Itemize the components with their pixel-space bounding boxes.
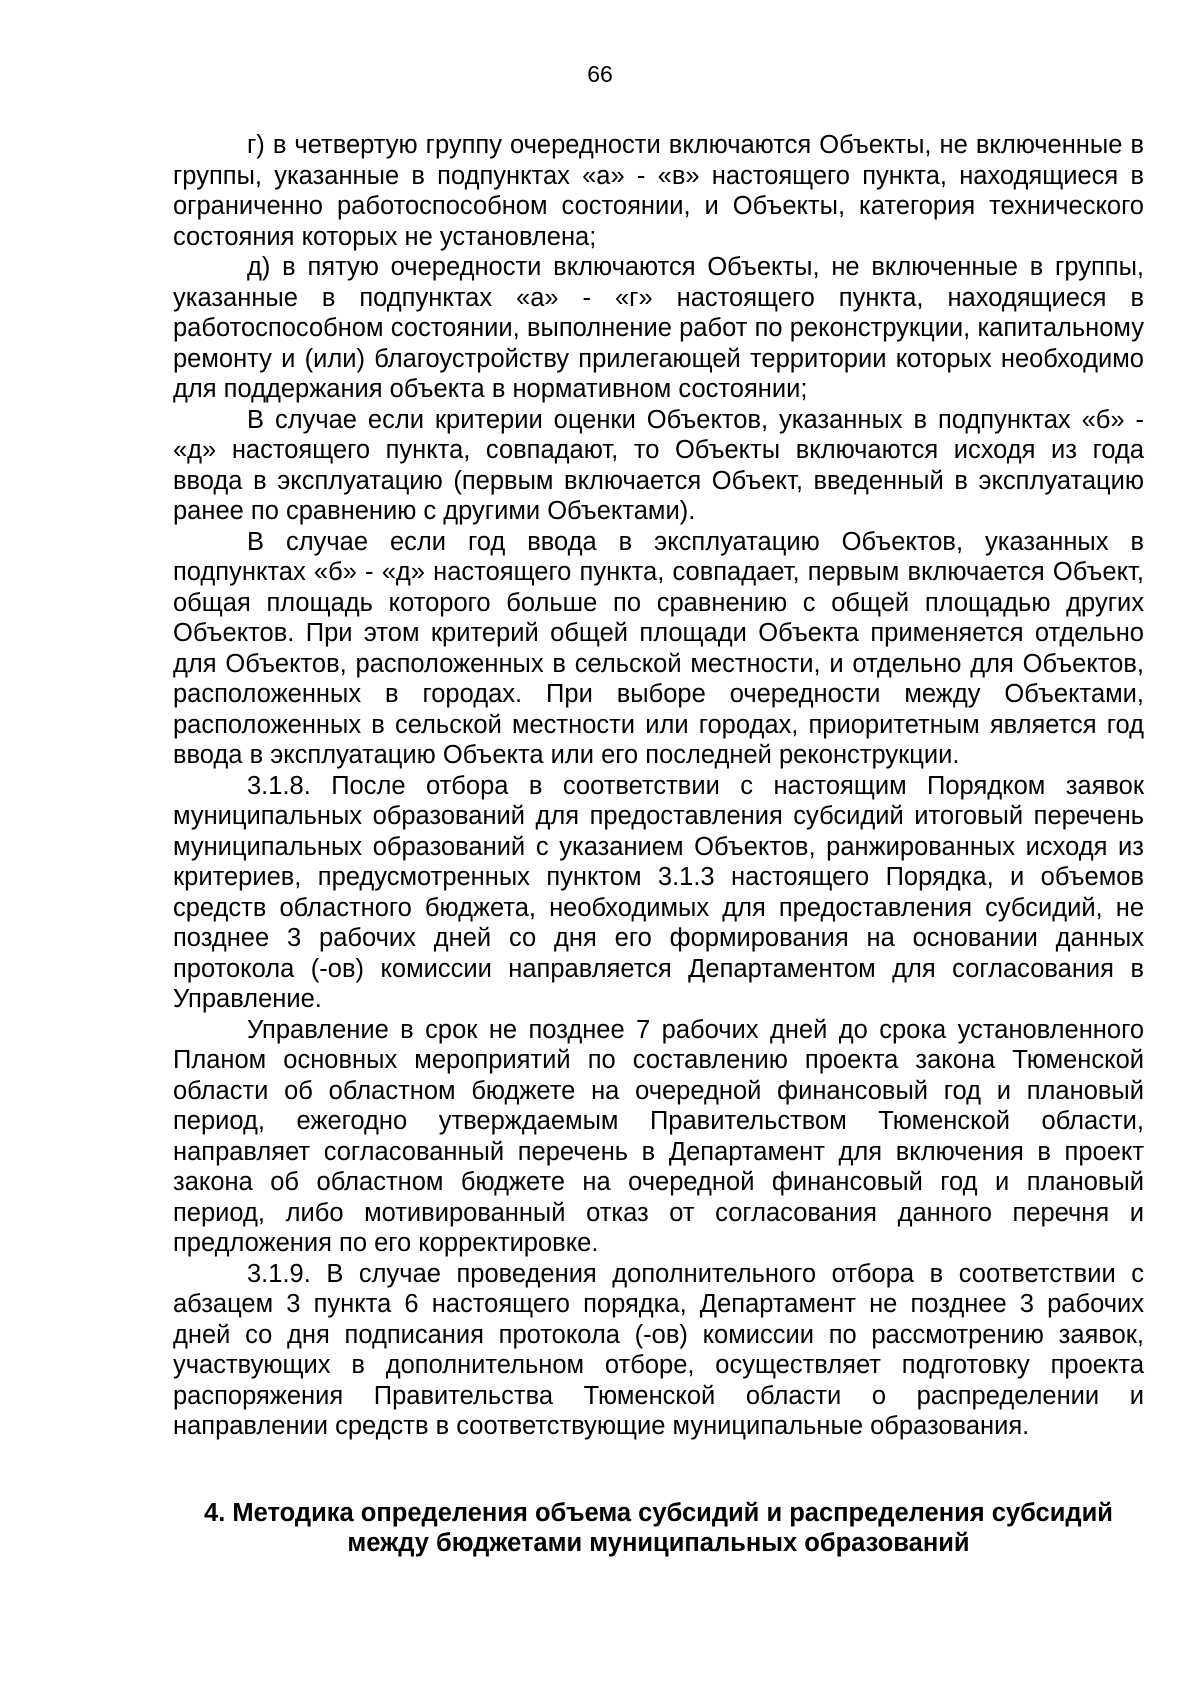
- paragraph-3-1-9: 3.1.9. В случае проведения дополнительного отбора в соответствии с абзацем 3 пункта 6 настоящего порядка, Департамент не позднее 3 рабочих дней со дня подписания протокола (-ов) комиссии по рассмотрению заявок, участвующих в дополнительном отборе, осуществляет подготовку проекта распоряжения Правительства Тюменской области о распределении и направлении средств в соответствующие муниципальные образования.: [173, 1259, 1144, 1440]
- section-heading-line-1: 4. Методика определения объема субсидий и распределения субсидий: [204, 1499, 1113, 1527]
- paragraph-year-match: В случае если год ввода в эксплуатацию Объектов, указанных в подпунктах «б» - «д» настоящего пункта, совпадает, первым включается Объект, общая площадь которого больше по сравнению с общей площадью других Объектов. При этом критерий общей площади Объекта применяется отдельно для Объектов, расположенных в сельской местности, и отдельно для Объектов, расположенных в городах. При выборе очередности между Объектами, расположенных в сельской местности или городах, приоритетным является год ввода в эксплуатацию Объекта или его последней реконструкции.: [173, 527, 1144, 769]
- section-heading: [173, 1498, 1144, 1558]
- paragraph-item-d: д) в пятую очередности включаются Объекты, не включенные в группы, указанные в подпунктах «а» - «г» настоящего пункта, находящиеся в работоспособном состоянии, выполнение работ по реконструкции, капитальному ремонту и (или) благоустройству прилегающей территории которых необходимо для поддержания объекта в нормативном состоянии;: [173, 253, 1144, 403]
- paragraph-3-1-8: 3.1.8. После отбора в соответствии с настоящим Порядком заявок муниципальных образований для предоставления субсидий итоговый перечень муниципальных образований с указанием Объектов, ранжированных исходя из критериев, предусмотренных пунктом 3.1.3 настоящего Порядка, и объемов средств областного бюджета, необходимых для предоставления субсидий, не позднее 3 рабочих дней со дня его формирования на основании данных протокола (-ов) комиссии направляется Департаментом для согласования в Управление.: [173, 771, 1144, 1013]
- paragraph-criteria-match: В случае если критерии оценки Объектов, указанных в подпунктах «б» - «д» настоящего пункта, совпадают, то Объекты включаются исходя из года ввода в эксплуатацию (первым включается Объект, введенный в эксплуатацию ранее по сравнению с другими Объектами).: [173, 405, 1144, 525]
- page-number: 66: [587, 61, 613, 87]
- document-body: [173, 130, 1144, 1442]
- paragraph-item-g: г) в четвертую группу очередности включаются Объекты, не включенные в группы, указанные в подпунктах «а» - «в» настоящего пункта, находящиеся в ограниченно работоспособном состоянии, и Объекты, категория технического состояния которых не установлена;: [173, 131, 1144, 251]
- paragraph-directorate: Управление в срок не позднее 7 рабочих дней до срока установленного Планом основных мероприятий по составлению проекта закона Тюменской области об областном бюджете на очередной финансовый год и плановый период, ежегодно утверждаемым Правительством Тюменской области, направляет согласованный перечень в Департамент для включения в проект закона об областном бюджете на очередной финансовый год и плановый период, либо мотивированный отказ от согласования данного перечня и предложения по его корректировке.: [173, 1015, 1144, 1257]
- section-heading-line-2: между бюджетами муниципальных образований: [347, 1529, 970, 1557]
